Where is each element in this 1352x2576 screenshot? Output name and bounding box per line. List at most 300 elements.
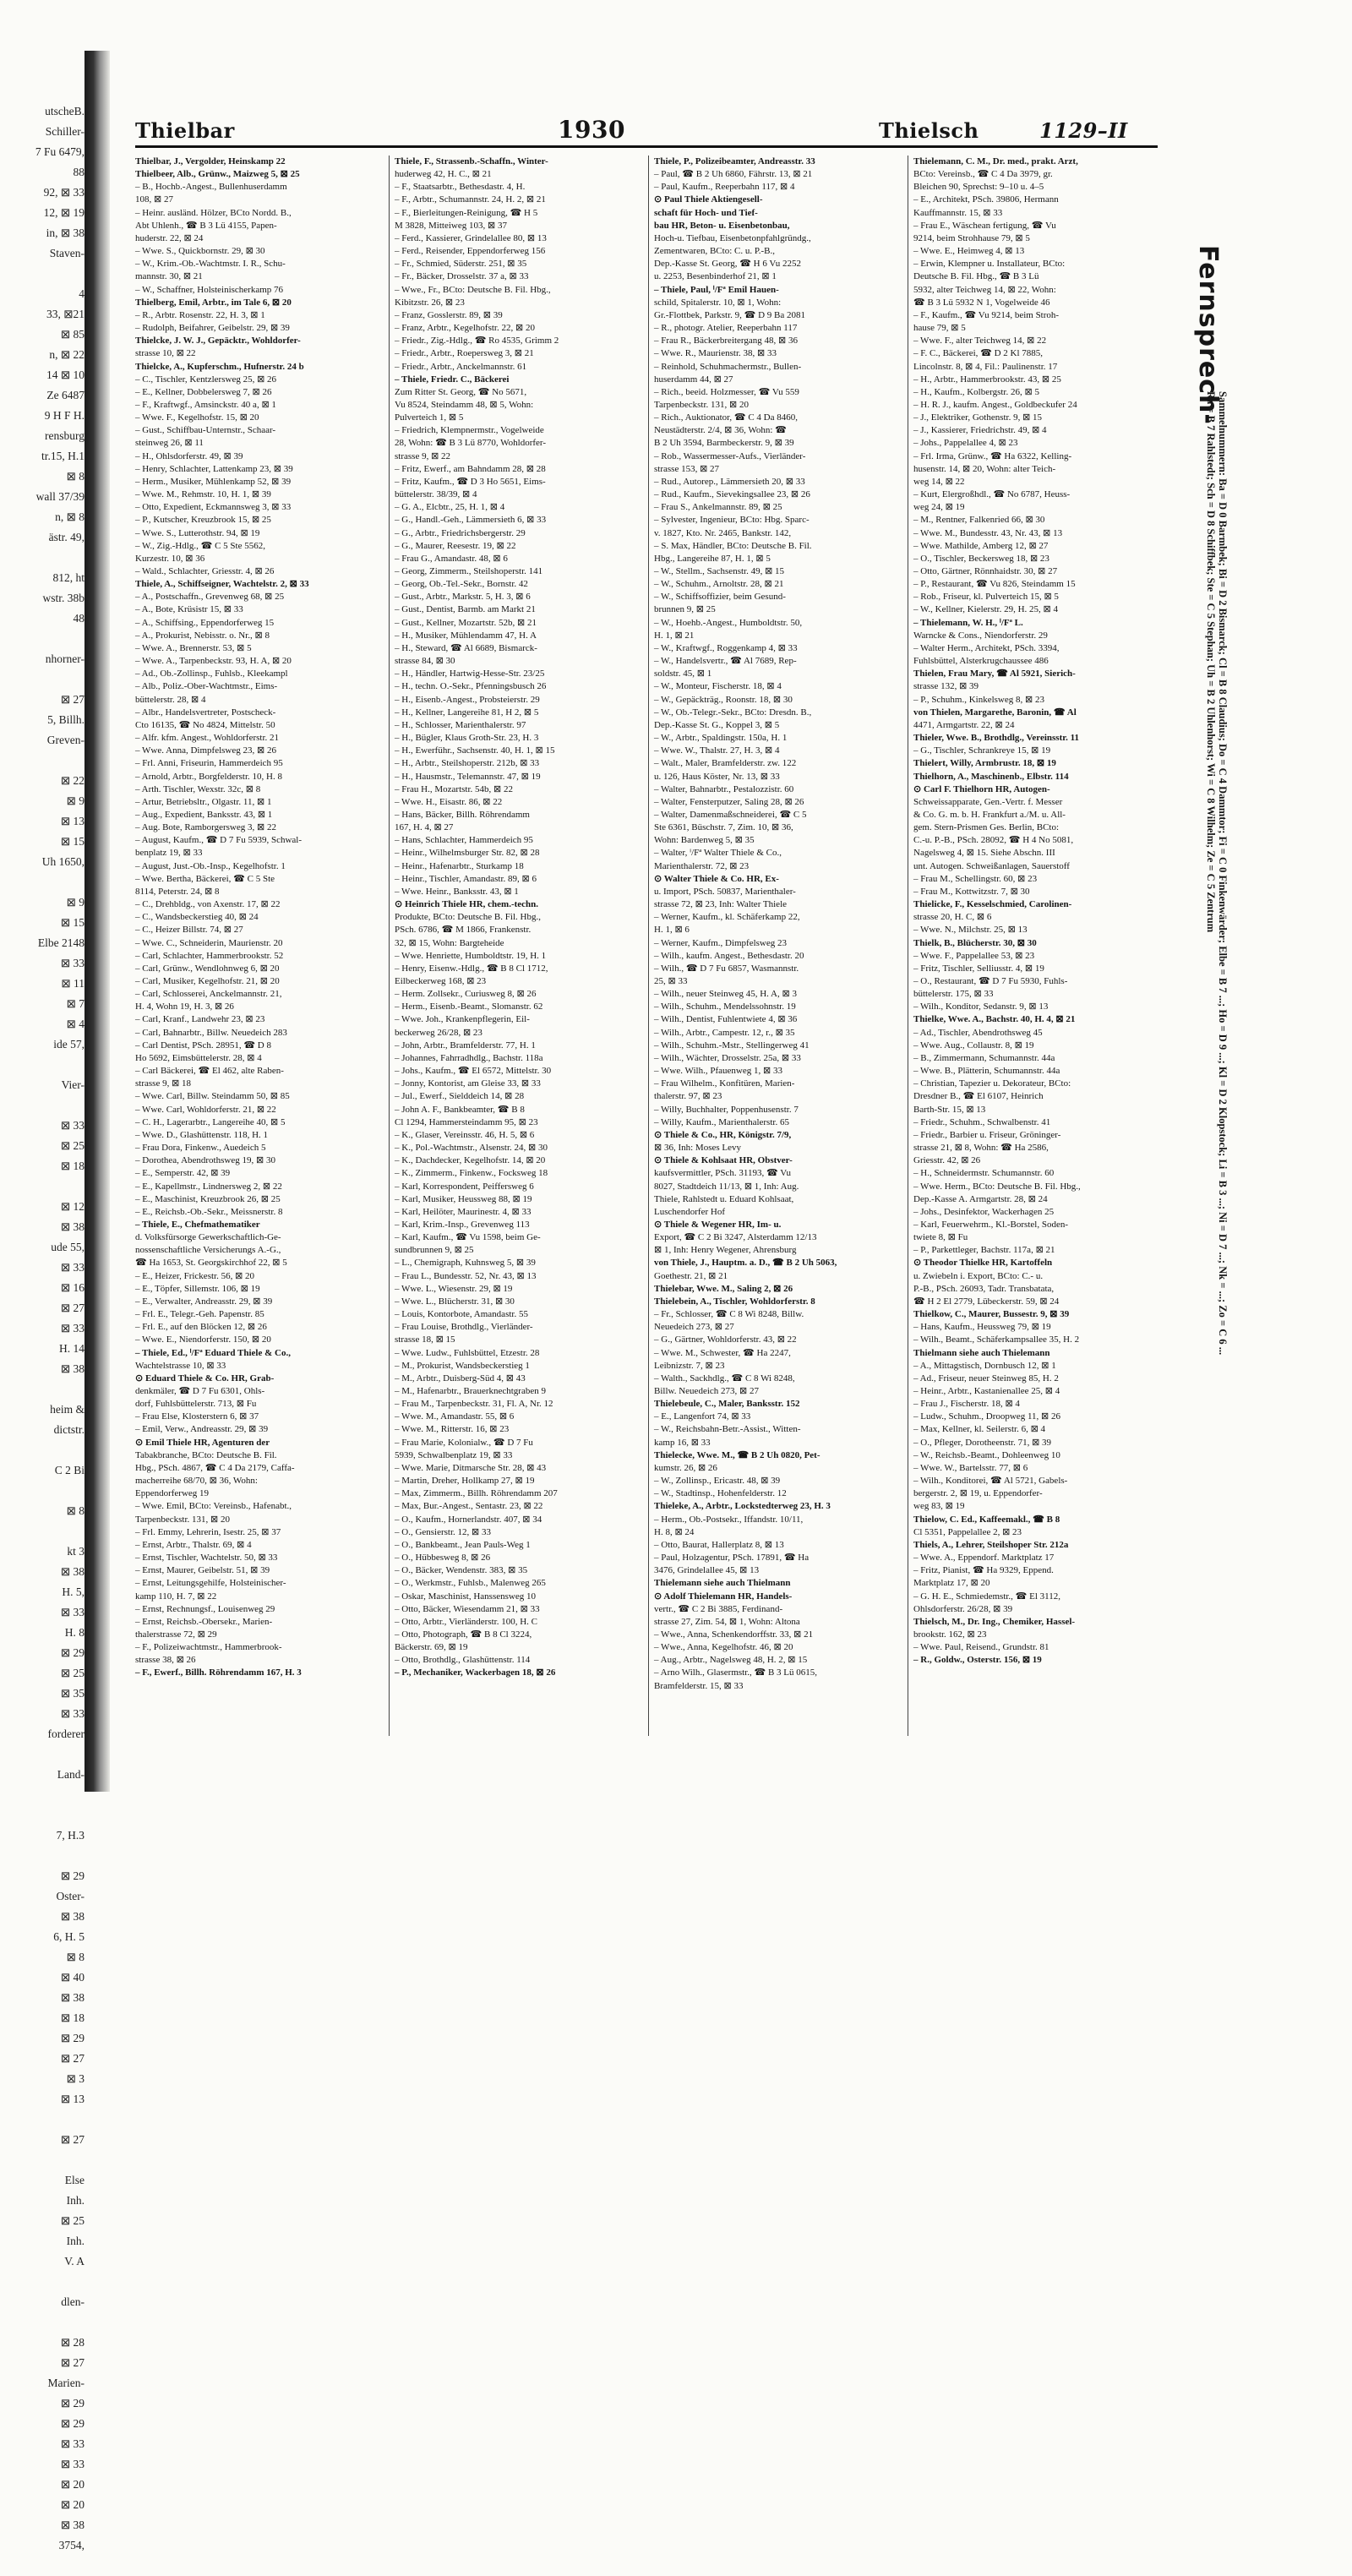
left-page-fragment: Land-	[57, 1768, 84, 1781]
directory-entry: – Frau M., Tarpenbeckstr. 31, Fl. A, Nr. 12	[395, 1399, 553, 1410]
directory-entry: bergerstr. 2, ⊠ 19, u. Eppendorfer-	[913, 1488, 1043, 1499]
directory-entry: Eilbeckerweg 168, ⊠ 23	[395, 976, 487, 986]
directory-entry: – Max, Bur.-Angest., Sentastr. 23, ⊠ 22	[395, 1501, 543, 1512]
directory-entry: kaufsvermittler, PSch. 31193, ☎ Vu	[654, 1168, 792, 1179]
left-page-fragment: ⊠ 3	[66, 2072, 84, 2085]
directory-entry: Cto 16135, ☎ No 4824, Mittelstr. 50	[135, 719, 275, 730]
directory-entry: Cl 1294, Hammersteindamm 95, ⊠ 23	[395, 1116, 538, 1127]
directory-entry: – Wwe. L., Wiesenstr. 29, ⊠ 19	[395, 1283, 513, 1294]
directory-entry: – Carl, Kranf., Landwehr 23, ⊠ 23	[135, 1014, 265, 1025]
directory-entry: – Sylvester, Ingenieur, BCto: Hbg. Sparc-	[654, 515, 810, 526]
directory-entry: strasse 153, ⊠ 27	[654, 463, 720, 474]
directory-entry: – Herm. Zollsekr., Curiusweg 8, ⊠ 26	[395, 989, 537, 1000]
directory-entry: – C., Tischler, Kentzlersweg 25, ⊠ 26	[135, 374, 277, 385]
directory-entry: – W., Zig.-Hdlg., ☎ C 5 Ste 5562,	[135, 540, 265, 551]
directory-entry: – Karl, Feuerwehrm., Kl.-Borstel, Soden-	[913, 1219, 1068, 1230]
directory-entry: Vu 8524, Steindamm 48, ⊠ 5, Wohn:	[395, 399, 534, 410]
directory-entry: – August, Kaufm., ☎ D 7 Fu 5939, Schwal-	[135, 835, 303, 846]
directory-entry: – Thielemann, W. H., ⁱ/Fª L.	[913, 617, 1023, 628]
left-page-fragment: ⊠ 16	[60, 1281, 84, 1294]
left-page-fragment: ⊠ 85	[60, 328, 84, 341]
column-3	[654, 156, 895, 1736]
left-page-fragment: ⊠ 33	[60, 1606, 84, 1618]
directory-entry: – Fritz, Pianist, ☎ Ha 9329, Eppend.	[913, 1565, 1054, 1576]
directory-entry: – W., Stadtinsp., Hohenfelderstr. 12	[654, 1488, 787, 1499]
directory-entry: strasse 72, ⊠ 23, Inh: Walter Thiele	[654, 899, 788, 910]
directory-entry: – Frau R., Bäckerbreitergang 48, ⊠ 36	[654, 336, 799, 347]
left-page-fragment: ⊠ 38	[60, 1565, 84, 1578]
directory-entry: 108, ⊠ 27	[135, 194, 173, 205]
left-page-fragment	[0, 669, 84, 690]
directory-entry: – Max, Kellner, kl. Seilerstr. 6, ⊠ 4	[913, 1424, 1046, 1435]
directory-entry: – Wwe., Anna, Kegelhofstr. 46, ⊠ 20	[654, 1642, 793, 1653]
directory-entry: Thiele, F., Strassenb.-Schaffn., Winter-	[395, 156, 548, 166]
directory-entry: – Ad., Friseur, neuer Steinweg 85, H. 2	[913, 1373, 1059, 1384]
directory-entry: – Martin, Dreher, Hollkamp 27, ⊠ 19	[395, 1476, 535, 1487]
left-page-fragment: ⊠ 35	[60, 1687, 84, 1700]
directory-entry: – Wwe. C., Schneiderin, Maurienstr. 20	[135, 937, 283, 948]
directory-entry: Neustädterstr. 2/4, ⊠ 36, Wohn: ☎	[654, 425, 787, 436]
left-page-fragment: ⊠ 29	[60, 2397, 84, 2410]
left-page-fragment: ⊠ 33	[60, 1322, 84, 1334]
directory-entry: – Johs., Kaufm., ☎ El 6572, Mittelstr. 30	[395, 1066, 552, 1077]
directory-entry: – Walth., Sackhdlg., ☎ C 8 Wi 8248,	[654, 1373, 795, 1384]
directory-entry: Kibitzstr. 26, ⊠ 23	[395, 297, 465, 308]
directory-entry: – E., Kapellmstr., Lindnersweg 2, ⊠ 22	[135, 1181, 282, 1192]
directory-entry: – P., Parkettleger, Bachstr. 117a, ⊠ 21	[913, 1245, 1055, 1256]
directory-entry: Griesstr. 42, ⊠ 26	[913, 1155, 981, 1166]
directory-entry: – W., Schaffner, Holsteinischerkamp 76	[135, 284, 284, 295]
directory-entry: strasse 18, ⊠ 15	[395, 1334, 455, 1345]
directory-entry: – Paul, Holzagentur, PSch. 17891, ☎ Ha	[654, 1553, 810, 1564]
directory-entry: – A., Prokurist, Nebisstr. o. Nr., ⊠ 8	[135, 630, 270, 641]
directory-entry: – Carl, Schlachter, Hammerbrookstr. 52	[135, 950, 284, 961]
margin-exchange-list	[1193, 380, 1240, 1355]
directory-entry: – Friedr., Barbier u. Friseur, Gröninger-	[913, 1129, 1061, 1140]
directory-entry: Kauffmannstr. 15, ⊠ 33	[913, 207, 1003, 218]
column-1	[135, 156, 376, 1736]
directory-entry: – Karl, Musiker, Heussweg 88, ⊠ 19	[395, 1193, 532, 1204]
directory-entry: – C. H., Lagerarbtr., Langereihe 40, ⊠ 5	[135, 1116, 286, 1127]
directory-entry: Ho 5692, Eimsbüttelerstr. 28, ⊠ 4	[135, 1052, 262, 1063]
directory-entry: brunnen 9, ⊠ 25	[654, 604, 716, 615]
directory-entry: – Heinr., Tischler, Amandastr. 89, ⊠ 6	[395, 873, 537, 884]
directory-entry: – Wilh., ☎ D 7 Fu 6857, Wasmannstr.	[654, 963, 799, 974]
directory-entry: Thielcke, J. W. J., Gepäcktr., Wohldorfer-	[135, 336, 301, 347]
left-page-fragment: ⊠ 33	[60, 2437, 84, 2450]
directory-entry: H. 1, ⊠ 6	[654, 925, 690, 936]
directory-entry: – Jonny, Kontorist, am Gleise 33, ⊠ 33	[395, 1078, 541, 1089]
directory-entry: – Carl Bäckerei, ☎ El 462, alte Raben-	[135, 1066, 284, 1077]
directory-entry: – H., Ohlsdorferstr. 49, ⊠ 39	[135, 450, 243, 461]
left-page-fragment: ⊠ 11	[61, 977, 84, 990]
left-page-fragment: nhorner-	[45, 652, 84, 665]
left-page-fragment: 14 ⊠ 10	[46, 368, 84, 381]
directory-entry: – Karl, Korrespondent, Peiffersweg 6	[395, 1181, 534, 1192]
directory-entry: – Frau J., Fischerstr. 18, ⊠ 4	[913, 1399, 1020, 1410]
directory-entry: – Herm., Eisenb.-Beamt., Slomanstr. 62	[395, 1001, 543, 1012]
directory-entry: Thielbeer, Alb., Grünw., Maizweg 5, ⊠ 25	[135, 169, 300, 180]
directory-entry: – Gust., Kellner, Mozartstr. 52b, ⊠ 21	[395, 617, 537, 628]
directory-entry: – Wwe. Herm., BCto: Deutsche B. Fil. Hbg.,	[913, 1181, 1081, 1192]
directory-entry: Dep.-Kasse St. G., Koppel 3, ⊠ 5	[654, 719, 780, 730]
directory-entry: – Friedr., Arbtr., Anckelmannstr. 61	[395, 361, 527, 372]
directory-entry: H. 4, Wohn 19, H. 3, ⊠ 26	[135, 1001, 234, 1012]
directory-entry: Thielebein, A., Tischler, Wohldorferstr. 8	[654, 1296, 815, 1307]
directory-entry: – Wwe. E., Heimweg 4, ⊠ 13	[913, 246, 1025, 257]
directory-entry: Thielcke, A., Kupferschm., Hufnerstr. 24 b	[135, 361, 304, 372]
directory-entry: – H., Kaufm., Kolbergstr. 26, ⊠ 5	[913, 386, 1039, 397]
directory-entry: – K., Glaser, Vereinsstr. 46, H. 5, ⊠ 6	[395, 1129, 535, 1140]
directory-entry: – Karl, Kaufm., ☎ Vu 1598, beim Ge-	[395, 1232, 541, 1243]
directory-entry: – E., Reichsb.-Ob.-Sekr., Meissnerstr. 8	[135, 1206, 283, 1217]
directory-entry: 3476, Grindelallee 45, ⊠ 13	[654, 1565, 760, 1576]
left-page-sliver	[0, 101, 84, 2551]
directory-entry: – W., Schuhm., Arnoltstr. 28, ⊠ 21	[654, 579, 784, 590]
directory-entry: – Alb., Poliz.-Ober-Wachtmstr., Eims-	[135, 681, 278, 692]
left-page-fragment: wstr. 38b	[42, 592, 84, 604]
directory-entry: – G., Maurer, Reesestr. 19, ⊠ 22	[395, 540, 516, 551]
directory-entry: Thielemann siehe auch Thielmann	[654, 1578, 791, 1589]
directory-entry: Thielen, Frau Mary, ☎ Al 5921, Sierich-	[913, 669, 1076, 679]
directory-entry: – Otto, Gärtner, Rönnhaidstr. 30, ⊠ 27	[913, 566, 1058, 576]
left-page-fragment: ⊠ 29	[60, 2417, 84, 2430]
left-page-fragment: utscheB.	[45, 105, 84, 117]
left-page-fragment: wall 37/39	[35, 490, 84, 503]
directory-entry: – Johannes, Fahrradhdlg., Bachstr. 118a	[395, 1052, 543, 1063]
directory-entry: – Wilh., Konditor, Sedanstr. 9, ⊠ 13	[913, 1001, 1049, 1012]
left-page-fragment: ⊠ 38	[60, 2519, 84, 2531]
directory-entry: – Wilh., Wächter, Drosselstr. 25a, ⊠ 33	[654, 1052, 801, 1063]
directory-entry: – H., Arbtr., Hammerbrookstr. 43, ⊠ 25	[913, 374, 1061, 385]
directory-entry: – L., Chemigraph, Kuhnsweg 5, ⊠ 39	[395, 1258, 536, 1269]
directory-entry: Neuedeich 273, ⊠ 27	[654, 1322, 734, 1333]
directory-entry: – E., Architekt, PSch. 39806, Hermann	[913, 194, 1059, 205]
left-page-fragment: ⊠ 8	[66, 1504, 84, 1517]
directory-entry: – Wilh., Dentist, Fuhlentwiete 4, ⊠ 36	[654, 1014, 798, 1025]
directory-entry: Thielhorn, A., Maschinenb., Elbstr. 114	[913, 771, 1069, 782]
directory-entry: thalerstr. 97, ⊠ 23	[654, 1091, 722, 1102]
directory-entry: – R., photogr. Atelier, Reeperbahn 117	[654, 323, 798, 334]
directory-entry: mannstr. 30, ⊠ 21	[135, 271, 203, 282]
directory-entry: – Wwe. A., Eppendorf. Marktplatz 17	[913, 1553, 1055, 1564]
left-page-fragment: ⊠ 29	[60, 1869, 84, 1882]
directory-entry: – Rud., Autorep., Lämmersieth 20, ⊠ 33	[654, 476, 805, 487]
directory-entry: ⊙ Thiele & Co., HR, Königstr. 7/9,	[654, 1129, 792, 1140]
directory-entry: – F., Kraftwgf., Amsinckstr. 40 a, ⊠ 1	[135, 399, 276, 410]
directory-entry: – Wwe. M., Schwester, ☎ Ha 2247,	[654, 1347, 791, 1358]
directory-entry: – H., Arbtr., Steilshoperstr. 212b, ⊠ 33	[395, 758, 540, 769]
column-divider	[389, 156, 390, 1736]
directory-entry: Nagelsweg 4, ⊠ 15. Siehe Abschn. III	[913, 848, 1055, 859]
directory-entry: – Frau Louise, Brothdlg., Vierländer-	[395, 1322, 533, 1333]
directory-entry: – Wwe. Ludw., Fuhlsbüttel, Etzestr. 28	[395, 1347, 540, 1358]
left-page-fragment: C 2 Bi	[54, 1464, 84, 1476]
directory-entry: nossenschaftliche Versicherungs A.-G.,	[135, 1245, 281, 1256]
directory-entry: Thielke, Wwe. A., Bachstr. 40, H. 4, ⊠ 21	[913, 1014, 1076, 1025]
left-page-fragment: 12, ⊠ 19	[43, 206, 84, 219]
left-page-fragment: ⊠ 33	[60, 957, 84, 969]
directory-entry: Hoch-u. Tiefbau, Eisenbetonpfahlgründg.,	[654, 232, 811, 243]
left-page-fragment: ⊠ 13	[60, 815, 84, 827]
directory-entry: – Walter, Fensterputzer, Saling 28, ⊠ 26	[654, 796, 804, 807]
directory-entry: – Artur, Betriebsltr., Olgastr. 11, ⊠ 1	[135, 796, 272, 807]
left-page-fragment	[0, 1785, 84, 1805]
directory-page	[118, 34, 1191, 1792]
directory-entry: – W., Hoehb.-Angest., Humboldtstr. 50,	[654, 617, 803, 628]
directory-entry: Luschendorfer Hof	[654, 1206, 725, 1217]
left-page-fragment: forderer	[47, 1727, 84, 1740]
directory-entry: 28, Wohn: ☎ B 3 Lü 8770, Wohldorfer-	[395, 438, 547, 449]
directory-entry: – Otto, Brothdlg., Glashüttenstr. 114	[395, 1655, 531, 1666]
directory-entry: Thiele, P., Polizeibeamter, Andreasstr. 33	[654, 156, 815, 166]
directory-entry: – Wilh., Beamt., Schäferkampsallee 35, H. 2	[913, 1334, 1080, 1345]
directory-entry: – Fr., Bäcker, Drosselstr. 37 a, ⊠ 33	[395, 271, 529, 282]
directory-entry: – O., Bankbeamt., Jean Pauls-Weg 1	[395, 1539, 531, 1550]
directory-entry: Deutsche B. Fil. Hbg., ☎ B 3 Lü	[913, 271, 1039, 282]
directory-entry: – K., Dachdecker, Kegelhofstr. 14, ⊠ 20	[395, 1155, 546, 1166]
directory-entry: – Franz, Gosslerstr. 89, ⊠ 39	[395, 309, 503, 320]
left-page-fragment: heim &	[50, 1403, 84, 1416]
left-page-fragment: dictstr.	[53, 1423, 84, 1436]
left-page-fragment: ⊠ 12	[60, 1200, 84, 1213]
directory-entry: – Aug., Arbtr., Nagelsweg 48, H. 2, ⊠ 15	[654, 1655, 808, 1666]
left-page-fragment: ⊠ 38	[60, 1362, 84, 1375]
directory-entry: C.-u. P.-B., PSch. 28092, ☎ H 4 No 5081,	[913, 835, 1074, 846]
directory-entry: – Wwe. F., Kegelhofstr. 15, ⊠ 20	[135, 412, 259, 423]
directory-entry: macherreihe 68/70, ⊠ 36, Wohn:	[135, 1476, 258, 1487]
left-page-fragment: ⊠ 8	[66, 1951, 84, 1963]
directory-entry: Abt Uhlenh., ☎ B 3 Lü 4155, Papen-	[135, 220, 277, 231]
directory-entry: Wachtelstrasse 10, ⊠ 33	[135, 1360, 226, 1371]
directory-entry: – Carl Dentist, PSch. 28951, ☎ D 8	[135, 1040, 271, 1051]
left-page-fragment	[0, 2109, 84, 2130]
directory-entry: – W., Kellner, Kielerstr. 29, H. 25, ⊠ 4	[913, 604, 1059, 615]
directory-entry: Thiels, A., Lehrer, Steilshoper Str. 212a	[913, 1539, 1069, 1550]
directory-entry: ⊙ Theodor Thielke HR, Kartoffeln	[913, 1258, 1053, 1269]
left-page-fragment: ⊠ 20	[60, 2478, 84, 2491]
left-page-fragment	[0, 1176, 84, 1197]
directory-entry: – Fr., Schlosser, ☎ C 8 Wi 8248, Billw.	[654, 1309, 804, 1320]
directory-entry: Bäckerstr. 69, ⊠ 19	[395, 1642, 468, 1653]
directory-entry: Thielert, Willy, Armbrustr. 18, ⊠ 19	[913, 758, 1056, 769]
header-last-name: Thielsch	[879, 118, 979, 143]
directory-entry: – W., Krim.-Ob.-Wachtmstr. I. R., Schu-	[135, 259, 286, 270]
left-page-fragment	[0, 1481, 84, 1501]
directory-entry: PSch. 6786, ☎ M 1866, Frankenstr.	[395, 925, 532, 936]
directory-entry: 9214, beim Strohhause 79, ⊠ 5	[913, 232, 1030, 243]
directory-entry: – Rob., Wassermesser-Aufs., Vierländer-	[654, 450, 806, 461]
directory-entry: – E., Semperstr. 42, ⊠ 39	[135, 1168, 231, 1179]
directory-entry: – S. Max, Händler, BCto: Deutsche B. Fil.	[654, 540, 812, 551]
directory-entry: – H., Steward, ☎ Al 6689, Bismarck-	[395, 642, 537, 653]
directory-entry: – Wwe. M., Bundesstr. 43, Nr. 43, ⊠ 13	[913, 527, 1063, 538]
directory-entry: Ste 6361, Büschstr. 7, Zim. 10, ⊠ 36,	[654, 822, 793, 833]
directory-entry: – Wwe. Carl, Wohldorferstr. 21, ⊠ 22	[135, 1104, 276, 1115]
directory-entry: von Thiele, J., Hauptm. a. D., ☎ B 2 Uh 5063,	[654, 1258, 837, 1269]
directory-entry: – O., Restaurant, ☎ D 7 Fu 5930, Fuhls-	[913, 976, 1068, 986]
directory-entry: – M., Hafenarbtr., Brauerknechtgraben 9	[395, 1386, 546, 1396]
directory-entry: Goethestr. 21, ⊠ 21	[654, 1270, 728, 1281]
left-page-fragment: ⊠ 13	[60, 2093, 84, 2105]
directory-entry: – W., Arbtr., Spaldingstr. 150a, H. 1	[654, 733, 788, 744]
directory-entry: – Wilh., Schuhm., Mendelssohnstr. 19	[654, 1001, 796, 1012]
directory-entry: – Johs., Desinfektor, Wackerhagen 25	[913, 1206, 1055, 1217]
directory-entry: – W., Monteur, Fischerstr. 18, ⊠ 4	[654, 681, 782, 692]
left-page-fragment: ⊠ 33	[60, 2458, 84, 2470]
margin-exchange-line: Ra = B 7 Rahlstedt; Sch = D 8 Schiffbek; Ste = C 5 Stephan; Uh = B 2 Uhlenhorst; Wi = C 8 Wilhelm; Ze = C 5 Zentrum	[1205, 390, 1217, 932]
directory-entry: – Wilh., Konditorei, ☎ Al 5721, Gabels-	[913, 1476, 1068, 1487]
left-page-fragment: 33, ⊠21	[46, 308, 84, 320]
directory-entry: Pulverteich 1, ⊠ 5	[395, 412, 464, 423]
directory-entry: ⊙ Walter Thiele & Co. HR, Ex-	[654, 873, 779, 884]
directory-entry: – Wilh., neuer Steinweg 45, H. A, ⊠ 3	[654, 989, 797, 1000]
directory-entry: bau HR, Beton- u. Eisenbetonbau,	[654, 220, 790, 231]
directory-entry: weg 24, ⊠ 19	[913, 502, 965, 513]
left-page-fragment: ⊠ 8	[66, 470, 84, 483]
directory-entry: – Wilh., kaufm. Angest., Bethesdastr. 20	[654, 950, 804, 961]
left-page-fragment: ⊠ 29	[60, 2032, 84, 2044]
directory-entry: – Walter, Damenmaßschneiderei, ☎ C 5	[654, 809, 807, 820]
directory-entry: – Thiele, Ed., ⁱ/Fª Eduard Thiele & Co.,	[135, 1347, 291, 1358]
left-page-fragment: Oster-	[56, 1890, 84, 1902]
left-page-fragment: V. A	[64, 2255, 84, 2268]
left-page-fragment: ⊠ 22	[60, 774, 84, 787]
directory-entry: Thielsch, M., Dr. Ing., Chemiker, Hassel-	[913, 1616, 1076, 1627]
left-page-fragment	[0, 872, 84, 892]
directory-entry: beckerweg 26/28, ⊠ 23	[395, 1027, 482, 1038]
margin-legend	[1193, 245, 1229, 1355]
directory-entry: – Ernst, Rechnungsf., Louisenweg 29	[135, 1603, 275, 1614]
directory-entry: – Wwe. Marie, Ditmarsche Str. 28, ⊠ 43	[395, 1462, 547, 1473]
directory-entry: von Thielen, Margarethe, Baronin, ☎ Al	[913, 707, 1077, 718]
directory-entry: – Rich., beeid. Holzmesser, ☎ Vu 559	[654, 386, 799, 397]
directory-entry: – Wwe. F., Pappelallee 53, ⊠ 23	[913, 950, 1035, 961]
directory-entry: Cl 5351, Pappelallee 2, ⊠ 23	[913, 1526, 1022, 1537]
directory-entry: schaft für Hoch- und Tief-	[654, 207, 758, 218]
directory-entry: Thielbar, J., Vergolder, Heinskamp 22	[135, 156, 286, 166]
left-page-fragment: rensburg	[45, 429, 84, 442]
directory-entry: – Fr., Schmied, Süderstr. 251, ⊠ 35	[395, 259, 527, 270]
directory-entry: – H., techn. O.-Sekr., Pfenningsbusch 26	[395, 681, 547, 692]
directory-entry: – Wwe. Henriette, Humboldtstr. 19, H. 1	[395, 950, 547, 961]
left-page-fragment: ⊠ 9	[66, 896, 84, 909]
directory-entry: – Christian, Tapezier u. Dekorateur, BCto:	[913, 1078, 1071, 1089]
left-page-fragment: ⊠ 18	[60, 1160, 84, 1172]
directory-entry: – G. H. E., Schmiedemstr., ☎ El 3112,	[913, 1591, 1061, 1602]
directory-entry: – H., Schlosser, Marienthalerstr. 97	[395, 719, 526, 730]
directory-entry: – O., Bäcker, Wendenstr. 383, ⊠ 35	[395, 1565, 528, 1576]
left-page-fragment: Elbe 2148	[37, 936, 84, 949]
left-page-fragment: ⊠ 18	[60, 2011, 84, 2024]
directory-entry: strasse 132, ⊠ 39	[913, 681, 979, 692]
directory-entry: – Ad., Ob.-Zollinsp., Fuhlsb., Kleekampl	[135, 669, 288, 679]
left-page-fragment: Greven-	[46, 734, 84, 746]
directory-entry: – W., Reichsb.-Beamt., Dohleenweg 10	[913, 1449, 1060, 1460]
left-page-fragment: Inh.	[66, 2194, 84, 2207]
directory-entry: ☎ B 3 Lü 5932 N 1, Vogelweide 46	[913, 297, 1050, 308]
directory-entry: ⊙ Adolf Thielemann HR, Handels-	[654, 1591, 793, 1602]
directory-entry: – H., Ewerführ., Sachsenstr. 40, H. 1, ⊠ 15	[395, 745, 555, 756]
directory-entry: – Albr., Handelsvertreter, Postscheck-	[135, 707, 276, 718]
directory-entry: Thielecke, Wwe. M., ☎ B 2 Uh 0820, Pet-	[654, 1449, 820, 1460]
directory-entry: – Carl, Grünw., Wendlohnweg 6, ⊠ 20	[135, 963, 280, 974]
directory-entry: – M., Rentner, Falkenried 66, ⊠ 30	[913, 515, 1045, 526]
directory-entry: – Georg, Ob.-Tel.-Sekr., Bornstr. 42	[395, 579, 528, 590]
directory-entry: Thielebar, Wwe. M., Saling 2, ⊠ 26	[654, 1283, 793, 1294]
directory-entry: Leibnizstr. 7, ⊠ 23	[654, 1360, 725, 1371]
directory-entry: – Wwe. A., Brennerstr. 53, ⊠ 5	[135, 642, 252, 653]
directory-entry: ☎ H 2 El 2779, Lübeckerstr. 59, ⊠ 24	[913, 1296, 1060, 1307]
directory-entry: – G., Arbtr., Friedrichsbergerstr. 29	[395, 527, 526, 538]
left-page-fragment: ⊠ 28	[60, 2336, 84, 2349]
directory-entry: – Rudolph, Beifahrer, Geibelstr. 29, ⊠ 39	[135, 323, 290, 334]
directory-entry: – H., Schneidermstr. Schumannstr. 60	[913, 1168, 1055, 1179]
left-page-fragment	[0, 2150, 84, 2170]
directory-entry: – Paul, ☎ B 2 Uh 6860, Fährstr. 13, ⊠ 21	[654, 169, 813, 180]
directory-entry: – Frl. Anni, Friseurin, Hammerdeich 95	[135, 758, 283, 769]
left-page-fragment: 48	[73, 612, 84, 625]
directory-entry: Kurzestr. 10, ⊠ 36	[135, 553, 205, 564]
left-page-fragment: ästr. 49,	[48, 531, 84, 543]
left-page-fragment: 5, Billh.	[47, 713, 84, 726]
directory-entry: – Ferd., Kassierer, Grindelallee 80, ⊠ 13	[395, 232, 547, 243]
directory-entry: – Gust., Dentist, Barmb. am Markt 21	[395, 604, 536, 615]
directory-entry: – Frl. Irma, Grünw., ☎ Ha 6322, Kelling-	[913, 450, 1072, 461]
directory-entry: – Rob., Friseur, kl. Pulverteich 15, ⊠ 5	[913, 592, 1059, 603]
directory-entry: brookstr. 162, ⊠ 23	[913, 1629, 987, 1640]
left-page-fragment: ⊠ 15	[60, 835, 84, 848]
directory-entry: Thiele, A., Schiffseigner, Wachtelstr. 2, ⊠ 33	[135, 579, 309, 590]
directory-entry: – Wwe. S., Quickbornstr. 29, ⊠ 30	[135, 246, 265, 257]
directory-entry: – Wwe. E., Niendorferstr. 150, ⊠ 20	[135, 1334, 271, 1345]
directory-entry: – Arth. Tischler, Wexstr. 32c, ⊠ 8	[135, 783, 261, 794]
directory-entry: Bleichen 90, Sprechst: 9–10 u. 4–5	[913, 182, 1044, 193]
directory-entry: – Carl, Bahnarbtr., Billw. Neuedeich 283	[135, 1027, 287, 1038]
left-page-fragment	[0, 629, 84, 649]
left-page-fragment: ⊠ 33	[60, 1707, 84, 1720]
directory-entry: – Werner, Kaufm., kl. Schäferkamp 22,	[654, 912, 800, 923]
directory-entry: Produkte, BCto: Deutsche B. Fil. Hbg.,	[395, 912, 541, 923]
directory-entry: Thielkow, C., Maurer, Bussestr. 9, ⊠ 39	[913, 1309, 1070, 1320]
directory-entry: ⊙ Emil Thiele HR, Agenturen der	[135, 1437, 270, 1448]
directory-entry: büttelerstr. 28, ⊠ 4	[135, 694, 206, 705]
directory-entry: – Wwe. R., Maurienstr. 38, ⊠ 33	[654, 348, 777, 359]
directory-entry: 25, ⊠ 33	[654, 976, 688, 986]
directory-entry: – G., Gärtner, Wohldorferstr. 43, ⊠ 22	[654, 1334, 797, 1345]
left-page-fragment: ⊠ 38	[60, 1991, 84, 2004]
column-4	[913, 156, 1154, 1736]
directory-entry: ☎ Ha 1653, St. Georgskirchhof 22, ⊠ 5	[135, 1258, 287, 1269]
directory-entry: – Rud., Kaufm., Sievekingsallee 23, ⊠ 26	[654, 489, 810, 500]
directory-entry: hause 79, ⊠ 5	[913, 323, 966, 334]
directory-entry: – Alfr. kfm. Angest., Wohldorferstr. 21	[135, 733, 280, 744]
directory-entry: – F., Polizeiwachtmstr., Hammerbrook-	[135, 1642, 282, 1653]
directory-entry: – F. C., Bäckerei, ☎ D 2 Kl 7885,	[913, 348, 1044, 359]
left-page-fragment: 7, H.3	[56, 1829, 84, 1842]
directory-entry: ⊙ Eduard Thiele & Co. HR, Grab-	[135, 1373, 275, 1384]
directory-entry: – Frau E., Wäschean fertigung, ☎ Vu	[913, 220, 1056, 231]
left-page-fragment	[0, 1379, 84, 1400]
directory-entry: – Hans, Schlachter, Hammerdeich 95	[395, 835, 533, 846]
left-page-fragment: Uh 1650,	[41, 855, 84, 868]
directory-entry: – A., Postschaffn., Grevenweg 68, ⊠ 25	[135, 592, 285, 603]
directory-entry: – W., Handelsvertr., ☎ Al 7689, Rep-	[654, 656, 797, 667]
directory-entry: – Frau M., Schellingstr. 60, ⊠ 23	[913, 873, 1038, 884]
left-page-fragment: 6, H. 5	[53, 1930, 84, 1943]
directory-entry: – Wwe. Wilh., Pfauenweg 1, ⊠ 33	[654, 1066, 782, 1077]
directory-entry: – Aug. Bote, Ramborgersweg 3, ⊠ 22	[135, 822, 276, 833]
